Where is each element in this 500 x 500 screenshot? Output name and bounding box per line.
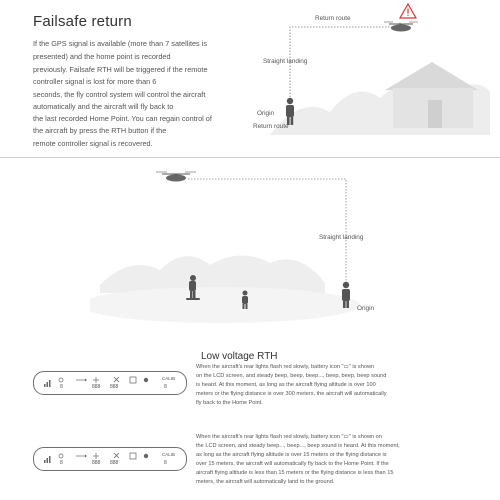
paragraph-line: is heard. At this moment, as long as the aircraft flying altitude is over 100 bbox=[196, 382, 376, 388]
lcd-segments: 888 bbox=[92, 384, 101, 390]
paragraph-line: When the aircraft's rear lights flash red slowly, battery icon "▭" is shown on bbox=[196, 434, 382, 440]
satellite-icon bbox=[59, 454, 63, 458]
section-title-failsafe: Failsafe return bbox=[33, 13, 132, 30]
cross-icon bbox=[114, 377, 119, 382]
failsafe-line: automatically and the aircraft will fly back to bbox=[33, 102, 174, 111]
failsafe-line: previously. Failsafe RTH will be triggered if the remote bbox=[33, 65, 208, 74]
straight-landing-illustration bbox=[90, 165, 420, 350]
compass-icon bbox=[93, 377, 99, 383]
failsafe-line: the aircraft by press the RTH button if the bbox=[33, 126, 167, 135]
label-return-route-top: Return route bbox=[315, 15, 351, 22]
signal-icon bbox=[44, 456, 51, 463]
label-return-route-bottom: Return route bbox=[253, 123, 289, 130]
paragraph-line: meters or the flying distance is over 300 meters, the aircraft will automatically bbox=[196, 391, 387, 397]
battery-icon bbox=[130, 377, 136, 383]
lcd-panel bbox=[33, 447, 187, 471]
signal-icon bbox=[44, 380, 51, 387]
arrow-icon bbox=[76, 455, 87, 458]
lcd-segments: 888 bbox=[110, 384, 119, 390]
warning-icon bbox=[400, 4, 416, 18]
compass-icon bbox=[93, 453, 99, 459]
section-title-low-voltage: Low voltage RTH bbox=[201, 351, 278, 362]
section-divider bbox=[0, 157, 500, 158]
failsafe-line: the last recorded Home Point. You can regain control of bbox=[33, 114, 212, 123]
battery-icon bbox=[130, 453, 136, 459]
failsafe-line: If the GPS signal is available (more than 7 satellites is bbox=[33, 39, 207, 48]
ground-shape bbox=[90, 287, 360, 323]
failsafe-line: controller signal is lost for more than 6 bbox=[33, 77, 157, 86]
paragraph-line: fly back to the Home Point. bbox=[196, 400, 263, 406]
failsafe-line: remote controller signal is recovered. bbox=[33, 139, 153, 148]
paragraph-line: meters, the aircraft will automatically land to the ground. bbox=[196, 479, 335, 485]
calib-label: CALIB bbox=[162, 376, 176, 381]
paragraph-line: the LCD screen, and steady beep..., beep..., beep sound is heard. At this moment, bbox=[196, 443, 400, 449]
cross-icon bbox=[114, 453, 119, 458]
lcd-segments: 888 bbox=[110, 460, 119, 466]
paragraph-line: aircraft flying altitude is less than 15 meters or the flying distance is less than 15 bbox=[196, 470, 394, 476]
label-straight-landing: Straight landing bbox=[263, 58, 308, 65]
failsafe-line: presented) and the home point is recorded bbox=[33, 52, 171, 61]
paragraph-line: When the aircraft's rear lights flash red slowly, battery icon "▭" is shown bbox=[196, 364, 375, 370]
lcd-panel bbox=[33, 371, 187, 395]
bell-icon bbox=[144, 378, 148, 382]
failsafe-line: seconds, the fly control system will control the aircraft bbox=[33, 90, 206, 99]
drone-icon bbox=[156, 172, 196, 182]
paragraph-line: as long as the aircraft flying altitude is over 15 meters or the flying distance is bbox=[196, 452, 387, 458]
satellite-icon bbox=[59, 378, 63, 382]
label-origin: Origin bbox=[257, 110, 275, 117]
arrow-icon bbox=[76, 379, 87, 382]
lcd-digit: 8 bbox=[164, 384, 167, 390]
lcd-digit: 8 bbox=[60, 460, 63, 466]
label-straight-landing: Straight landing bbox=[319, 234, 364, 241]
label-origin: Origin bbox=[357, 305, 375, 312]
house-icon bbox=[385, 62, 478, 128]
bell-icon bbox=[144, 454, 148, 458]
lcd-segments: 888 bbox=[92, 460, 101, 466]
lcd-digit: 8 bbox=[164, 460, 167, 466]
paragraph-line: on the LCD screen, and steady beep, beep, beep..., beep, beep, beep sound bbox=[196, 373, 387, 379]
failsafe-illustration bbox=[250, 0, 500, 155]
lcd-digit: 8 bbox=[60, 384, 63, 390]
paragraph-line: over 15 meters, the aircraft will automatically fly back to the Home Point. If the bbox=[196, 461, 389, 467]
calib-label: CALIB bbox=[162, 452, 176, 457]
